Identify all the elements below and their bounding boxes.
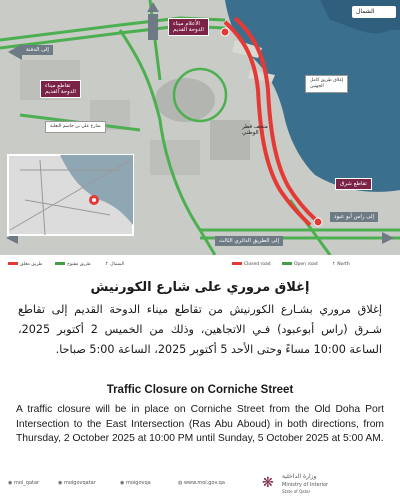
closed-en-legend: Closed road [232, 262, 271, 267]
english-title: Traffic Closure on Corniche Street [106, 384, 294, 396]
open-ar-legend: طريق مفتوح [55, 262, 91, 267]
to-ring-road-tag: إلى الطريق الدائري الثالث [215, 236, 283, 246]
old-port-flags-tag: الأعلام ميناء الدوحة القديم [168, 18, 209, 36]
open-swatch-en [282, 262, 292, 265]
east-intersection-tag: تقاطع شرق [335, 178, 372, 190]
arabic-title: إغلاق مروري على شارع الكورنيش [90, 280, 310, 295]
ministry-name-en: Ministry of Interior [282, 482, 329, 488]
closure-note-tag: إغلاق طريق كامل الجهتين [305, 75, 348, 93]
state-name-en: State of Qatar [282, 489, 311, 494]
facebook-handle[interactable]: ◉ moi_qatar [8, 480, 40, 486]
north-ar-legend: ↑ الشمال [105, 262, 125, 267]
closed-ar-legend: طريق مغلق [8, 262, 42, 267]
english-body: A traffic closure will be in place on Corniche Street from the Old Doha Port Intersection to the East Intersection (Ras Abu Aboud) in both directions, from Thursday, 2 October 2025 at 10:00 PM until Sunday, 5 October 2025 at 5:00 AM. [16, 404, 384, 444]
street-name-tag: شارع علي بن جاسم التعلبة [45, 121, 106, 133]
old-port-intersection-tag: تقاطع ميناء الدوحة القديم [40, 80, 81, 98]
ministry-emblem-icon: ❋ [262, 475, 274, 491]
museum-label: متحف قطر الوطني [242, 124, 268, 136]
closed-swatch [8, 262, 18, 265]
north-en-legend: ↑ North [332, 262, 350, 267]
to-ras-abu-aboud-tag: إلى راس أبو عبود [330, 212, 378, 222]
map-legend [0, 257, 400, 273]
open-swatch [55, 262, 65, 265]
closed-swatch-en [232, 262, 242, 265]
footer [0, 470, 400, 500]
open-en-legend: Open road [282, 262, 318, 267]
to-dafna-tag: إلى الدفنة [22, 45, 53, 55]
north-label: الشمال [356, 8, 375, 15]
instagram-handle[interactable]: ◉ moigovqatar [58, 480, 96, 486]
website-link[interactable]: ◍ www.moi.gov.qa [178, 480, 225, 486]
twitter-handle[interactable]: ◉ moigovqa [120, 480, 151, 486]
arabic-body: إغلاق مروري بشـارع الكورنيش من تقاطع ميناء الدوحة القديم إلى تقاطع شـرق (راس أبوعبود) فـي الاتجاهين، وذلك من الخميس 2 أكتوبر 2025، الساعة 10:00 مساءً وحتى الأحد 5 أكتوبر 2025، الساعة 5:00 صباحا. [18, 303, 382, 356]
ministry-name-ar: وزارة الداخلية [282, 473, 317, 480]
